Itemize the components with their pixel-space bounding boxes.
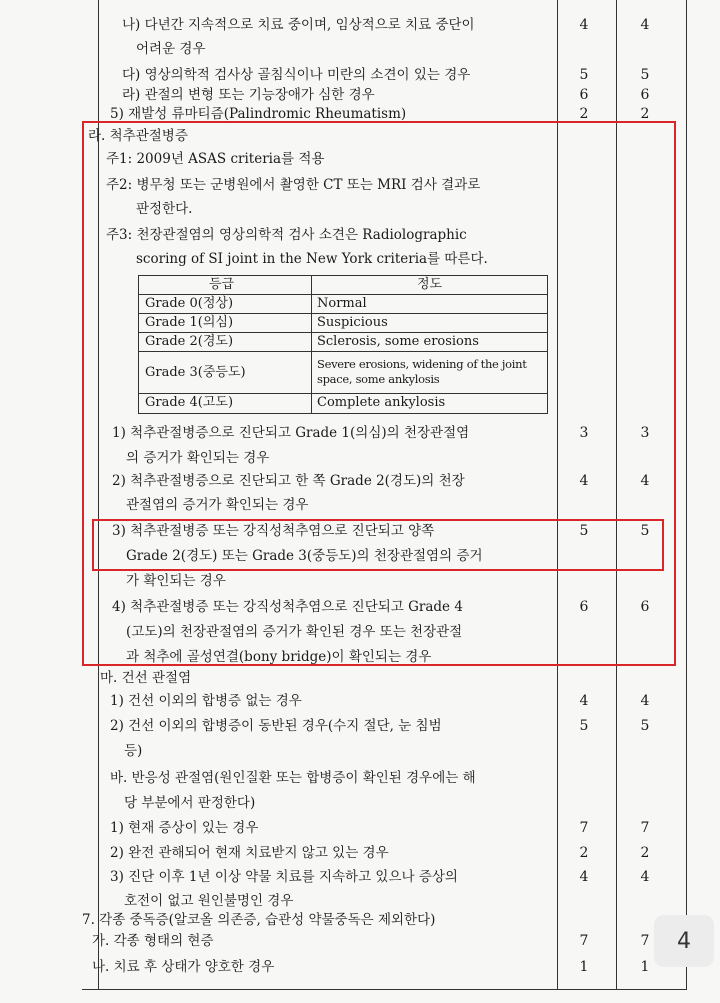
item-text: 2) 완전 관해되어 현재 치료받지 않고 있는 경우 <box>110 845 389 861</box>
row-text: 어려운 경우 <box>136 41 206 57</box>
row-text: 5) 재발성 류마티즘(Palindromic Rheumatism) <box>110 106 407 122</box>
item-text: 3) 진단 이후 1년 이상 약물 치료를 지속하고 있으나 증상의 <box>110 869 458 885</box>
section-title: 바. 반응성 관절염(원인질환 또는 합병증이 확인된 경우에는 해 <box>110 770 476 786</box>
score-b: 5 <box>640 67 650 83</box>
score-a: 4 <box>579 473 589 489</box>
score-a: 1 <box>579 959 589 975</box>
score-a: 5 <box>579 67 589 83</box>
item-text: 1) 현재 증상이 있는 경우 <box>110 820 259 836</box>
score-a: 3 <box>579 425 589 441</box>
score-a: 5 <box>579 523 589 539</box>
score-b: 7 <box>640 820 650 836</box>
grade-cell: Grade 2(경도) <box>145 334 234 349</box>
item-text: 나. 치료 후 상태가 양호한 경우 <box>92 959 275 975</box>
item-text: 1) 척추관절병증으로 진단되고 Grade 1(의심)의 천장관절염 <box>112 425 470 441</box>
score-b: 2 <box>640 106 650 122</box>
score-b: 4 <box>640 869 650 885</box>
item-text: 가. 각종 형태의 현증 <box>92 933 214 949</box>
item-text-continued: 등) <box>124 743 143 759</box>
note-3-continued: scoring of SI joint in the New York criteria를 따른다. <box>136 251 488 267</box>
score-b: 2 <box>640 845 650 861</box>
item-text-continued: Grade 2(경도) 또는 Grade 3(중등도)의 천장관절염의 증거 <box>126 548 483 564</box>
score-a: 2 <box>579 106 589 122</box>
page-number: 4 <box>677 928 691 954</box>
degree-cell: Suspicious <box>317 315 388 330</box>
item-text-continued: 관절염의 증거가 확인되는 경우 <box>126 497 309 513</box>
grade-cell: Grade 0(정상) <box>145 296 234 311</box>
score-a: 7 <box>579 820 589 836</box>
grade-table-header-degree: 정도 <box>417 277 443 292</box>
item-text: 3) 척추관절병증 또는 강직성척추염으로 진단되고 양쪽 <box>112 523 435 539</box>
score-a: 6 <box>579 599 589 615</box>
item-text: 2) 척추관절병증으로 진단되고 한 쪽 Grade 2(경도)의 천장 <box>112 473 465 489</box>
row-text: 나) 다년간 지속적으로 치료 중이며, 임상적으로 치료 중단이 <box>122 17 475 33</box>
section-title: 7. 각종 중독증(알코올 의존증, 습관성 약물중독은 제외한다) <box>82 912 436 928</box>
section-title-continued: 당 부분에서 판정한다) <box>124 795 256 811</box>
score-a: 4 <box>579 17 589 33</box>
score-b: 6 <box>640 599 650 615</box>
highlight-box-section <box>82 121 676 666</box>
item-text-continued: (고도)의 천장관절염의 증거가 확인된 경우 또는 천장관절 <box>126 624 463 640</box>
table-right-rule <box>686 0 687 990</box>
grade-cell: Grade 4(고도) <box>145 395 234 410</box>
row-text: 라) 관절의 변형 또는 기능장애가 심한 경우 <box>122 87 375 103</box>
score-b: 5 <box>640 523 650 539</box>
score-a: 5 <box>579 718 589 734</box>
score-b: 4 <box>640 473 650 489</box>
note-2: 주2: 병무청 또는 군병원에서 촬영한 CT 또는 MRI 검사 결과로 <box>106 177 481 193</box>
item-text: 4) 척추관절병증 또는 강직성척추염으로 진단되고 Grade 4 <box>112 599 463 615</box>
section-title: 마. 건선 관절염 <box>100 670 192 686</box>
degree-cell: Sclerosis, some erosions <box>317 334 479 349</box>
item-text-continued: 의 증거가 확인되는 경우 <box>126 450 270 466</box>
score-a: 4 <box>579 869 589 885</box>
row-text: 다) 영상의학적 검사상 골침식이나 미란의 소견이 있는 경우 <box>122 67 471 83</box>
table-bottom-rule <box>82 989 687 990</box>
score-b: 1 <box>640 959 650 975</box>
score-a: 4 <box>579 693 589 709</box>
degree-cell: Severe erosions, widening of the joint space, some ankylosis <box>317 357 527 386</box>
highlight-box-item-3 <box>92 519 664 571</box>
degree-cell: Normal <box>317 296 367 311</box>
item-text-continued: 호전이 없고 원인불명인 경우 <box>124 893 294 909</box>
note-1: 주1: 2009년 ASAS criteria를 적용 <box>106 151 325 167</box>
note-3: 주3: 천장관절염의 영상의학적 검사 소견은 Radiolographic <box>106 227 467 243</box>
grade-cell: Grade 1(의심) <box>145 315 234 330</box>
score-b: 3 <box>640 425 650 441</box>
score-a: 7 <box>579 933 589 949</box>
note-2-continued: 판정한다. <box>136 201 193 217</box>
item-text: 2) 건선 이외의 합병증이 동반된 경우(수지 절단, 눈 침범 <box>110 718 442 734</box>
grade-table-header-grade: 등급 <box>209 277 235 292</box>
score-b: 4 <box>640 693 650 709</box>
item-text-continued: 가 확인되는 경우 <box>126 573 226 589</box>
score-b: 4 <box>640 17 650 33</box>
page-number-badge[interactable] <box>654 915 714 967</box>
grade-cell: Grade 3(중등도) <box>145 365 246 380</box>
score-b: 6 <box>640 87 650 103</box>
item-text-continued: 과 척추에 골성연결(bony bridge)이 확인되는 경우 <box>126 649 432 665</box>
section-title: 라. 척추관절병증 <box>88 128 188 144</box>
score-b: 5 <box>640 718 650 734</box>
item-text: 1) 건선 이외의 합병증 없는 경우 <box>110 693 302 709</box>
degree-cell: Complete ankylosis <box>317 395 446 410</box>
score-a: 2 <box>579 845 589 861</box>
score-b: 7 <box>640 933 650 949</box>
score-a: 6 <box>579 87 589 103</box>
